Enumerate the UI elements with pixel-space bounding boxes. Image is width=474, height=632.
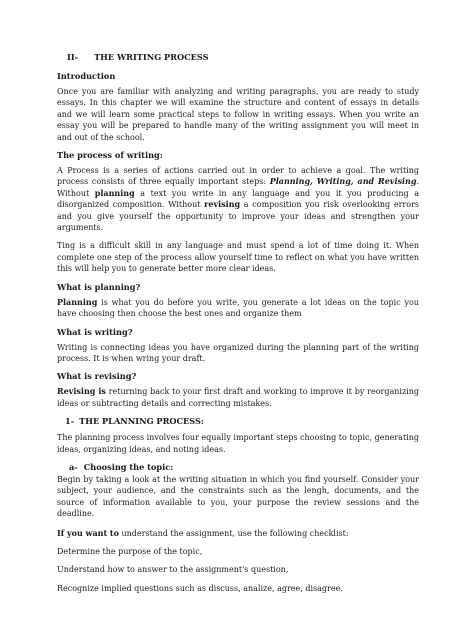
checklist-item: Recognize implied questions such as discuss, analize, agree, disagree. (57, 583, 343, 593)
revising-definition: Revising is returning back to your first draft and working to improve it by reorganizing ideas or subtracting details and correcting mistakes. (57, 386, 419, 408)
checklist-item: Understand how to answer to the assignment's question, (57, 565, 289, 575)
planning-process-paragraph: The planning process involves four equally important steps choosing to topic, generating ideas, organizing ideas, and noting ideas. (57, 433, 419, 454)
intro-paragraph: Once you are familiar with analyzing and writing paragraphs, you are ready to study essays. In this chapter we will examine the structure and content of essays in details and we will learn some practical steps to follow in writing essays. When you write an essay you will be prepared to handle many of the writing assignment you will meet in and out of the school. (57, 87, 419, 142)
section-title (67, 52, 419, 62)
writing-definition: Writing is connecting ideas you have organized during the planning part of the writing process. It is when wring your draft. (57, 342, 419, 363)
intro-heading: Introduction (57, 71, 116, 81)
planning-question-heading: What is planning? (57, 281, 141, 292)
steps-emphasis: Planning, Writing, and Revising (269, 176, 417, 187)
choosing-topic-heading: a- Choosing the topic: (69, 461, 174, 472)
process-paragraph-1: A Process is a series of actions carried out in order to achieve a goal. The writing process consists of three equally important steps: Planning, Writing, and Revising. Without planning a text you write in any language and you it you producing a disorganized composition. Without revising a composition you risk overlooking errors and you give yourself the opportunity to improve your ideas and strengthen your arguments. (57, 166, 419, 233)
writing-question-heading: What is writing? (57, 326, 133, 337)
revising-question-heading: What is revising? (57, 371, 137, 382)
section-title-text: THE WRITING PROCESS (94, 52, 209, 62)
planning-definition: Planning is what you do before you write, you generate a lot ideas on the topic you have choosing then choose the best ones and organize them (57, 296, 419, 319)
process-paragraph-2: Ting is a difficult skill in any language and must spend a lot of time doing it. When complete one step of the process allow yourself time to reflect on what you have written this will help you to generate better more clear ideas. (57, 241, 419, 274)
revising-emphasis: revising (204, 199, 241, 210)
process-heading: The process of writing: (57, 150, 163, 161)
planning-process-heading: 1- THE PLANNING PROCESS: (65, 416, 204, 427)
section-number: II- (67, 52, 79, 62)
checklist-intro: If you want to understand the assignment, use the following checklist: (57, 527, 349, 538)
choosing-topic-paragraph: Begin by taking a look at the writing situation in which you find yourself. Consider your subject, your audience, and the constraints such as the lengh, documents, and the source of information available to you, your purpose the review sessions and the deadline. (57, 474, 419, 519)
planning-emphasis: planning (94, 187, 135, 198)
checklist-item: Determine the purpose of the topic, (57, 546, 203, 556)
